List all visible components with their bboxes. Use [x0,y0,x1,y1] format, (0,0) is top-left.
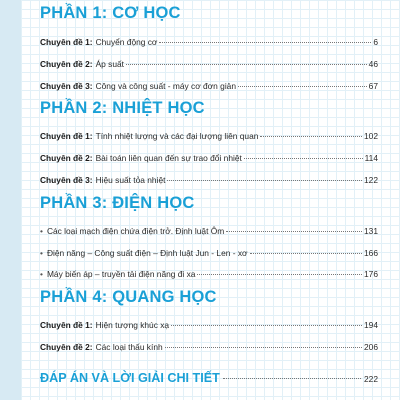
toc-entry[interactable] [40,248,378,258]
dot-leader [171,325,362,326]
page-number: 194 [364,320,378,330]
entry-label: Chuyên đề 2: [40,153,93,163]
entry-label: Chuyên đề 2: [40,59,93,69]
page-number: 166 [364,248,378,258]
entry-title: Hiện tượng khúc xạ [95,320,170,330]
entry-label: Chuyên đề 3: [40,81,93,91]
entry-title: Bài toán liên quan đến sự trao đổi nhiệt [95,153,242,163]
entry-label: Chuyên đề 3: [40,175,93,185]
toc-entry[interactable] [40,153,378,163]
toc-entry[interactable] [40,81,378,91]
section-heading: PHẦN 2: NHIỆT HỌC [40,99,205,117]
entry-title: Điện năng – Công suất điện – Định luật Jun - Len - xơ [46,248,248,258]
section-heading: PHẦN 4: QUANG HỌC [40,288,217,306]
entry-title: Các loại thấu kính [95,342,163,352]
dot-leader [238,86,367,87]
page-number: 206 [364,342,378,352]
entry-title: Chuyển động cơ [95,37,158,47]
entry-label: Chuyên đề 1: [40,131,93,141]
page-number: 131 [364,226,378,236]
page-number: 67 [368,81,378,91]
toc-entry[interactable] [40,342,378,352]
page-number: 122 [364,175,378,185]
entry-title: Tính nhiệt lượng và các đại lượng liên quan [95,131,259,141]
bullet: • [40,269,43,279]
page-number: 46 [368,59,378,69]
page-number: 114 [364,153,378,163]
section-heading: PHẦN 1: CƠ HỌC [40,4,181,22]
dot-leader [244,158,363,159]
dot-leader [159,42,371,43]
dot-leader [223,378,361,379]
toc-entry[interactable] [40,269,378,279]
entry-title: Hiệu suất tỏa nhiệt [95,175,166,185]
answers-heading: ĐÁP ÁN VÀ LỜI GIẢI CHI TIẾT [40,371,220,385]
bullet: • [40,226,43,236]
dot-leader [126,64,367,65]
toc-entry[interactable] [40,37,378,47]
page-number: 102 [364,131,378,141]
entry-title: Máy biến áp – truyền tải điện năng đi xa [46,269,196,279]
page-number: 6 [373,37,378,47]
entry-title: Các loại mạch điện chứa điện trở. Định luật Ôm [46,226,225,236]
toc-entry[interactable] [40,131,378,141]
entry-title: Công và công suất - máy cơ đơn giản [95,81,236,91]
entry-label: Chuyên đề 1: [40,37,93,47]
toc-entry[interactable] [40,59,378,69]
dot-leader [260,136,362,137]
toc-entry[interactable] [40,226,378,236]
toc-page [21,0,400,400]
entry-label: Chuyên đề 2: [40,342,93,352]
dot-leader [165,347,362,348]
page-number: 176 [364,269,378,279]
toc-entry[interactable] [40,320,378,330]
entry-title: Áp suất [95,59,124,69]
page-number: 222 [364,374,378,384]
toc-entry-answers[interactable] [40,371,378,385]
dot-leader [167,180,362,181]
bullet: • [40,248,43,258]
dot-leader [226,231,362,232]
section-heading: PHẦN 3: ĐIỆN HỌC [40,194,195,212]
toc-entry[interactable] [40,175,378,185]
entry-label: Chuyên đề 1: [40,320,93,330]
dot-leader [197,274,362,275]
dot-leader [250,253,363,254]
